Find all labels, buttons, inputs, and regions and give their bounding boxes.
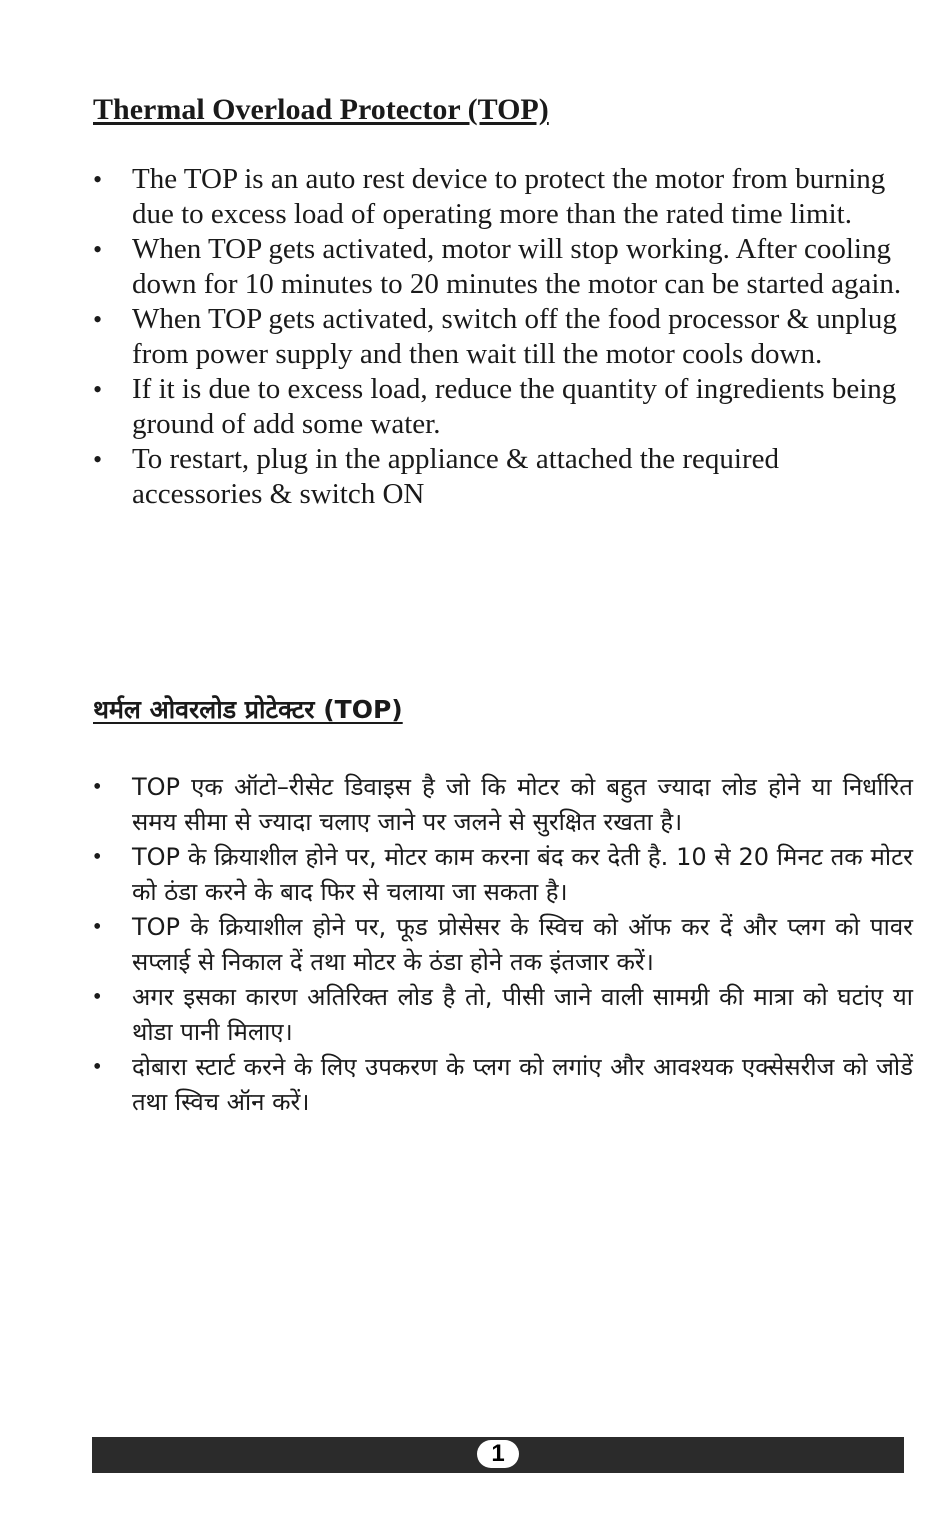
hindi-bullet-item: • TOP एक ऑटो–रीसेट डिवाइस है जो कि मोटर को बहुत ज्यादा लोड होने या निर्धारित समय सीमा से ज्यादा चलाए जाने पर जलने से सुरक्षित रखता है। (93, 770, 913, 840)
footer-bar (92, 1437, 904, 1473)
english-section (93, 92, 913, 512)
english-bullet-list (93, 162, 913, 512)
hindi-heading: थर्मल ओवरलोड प्रोटेक्टर (TOP) (93, 695, 403, 724)
hindi-bullet-list (93, 770, 913, 1120)
hindi-bullet-item: • TOP के क्रियाशील होने पर, फूड प्रोसेसर के स्विच को ऑफ कर दें और प्लग को पावर सप्लाई से निकाल दें तथा मोटर के ठंडा होने तक इंतजार करें। (93, 910, 913, 980)
english-heading: Thermal Overload Protector (TOP) (93, 93, 549, 126)
hindi-bullet-item: • दोबारा स्टार्ट करने के लिए उपकरण के प्लग को लगांए और आवश्यक एक्सेसरीज को जोडें तथा स्विच ऑन करें। (93, 1050, 913, 1120)
english-bullet-item: • If it is due to excess load, reduce the quantity of ingredients being ground of add some water. (93, 372, 913, 442)
hindi-section (93, 692, 913, 1120)
english-bullet-item: • To restart, plug in the appliance & attached the required accessories & switch ON (93, 442, 913, 512)
english-bullet-item: • When TOP gets activated, switch off the food processor & unplug from power supply and then wait till the motor cools down. (93, 302, 913, 372)
page-number-badge: 1 (477, 1440, 519, 1468)
english-bullet-item: • The TOP is an auto rest device to protect the motor from burning due to excess load of operating more than the rated time limit. (93, 162, 913, 232)
hindi-bullet-item: • TOP के क्रियाशील होने पर, मोटर काम करना बंद कर देती है. 10 से 20 मिनट तक मोटर को ठंडा करने के बाद फिर से चलाया जा सकता है। (93, 840, 913, 910)
hindi-bullet-item: • अगर इसका कारण अतिरिक्त लोड है तो, पीसी जाने वाली सामग्री की मात्रा को घटांए या थोडा पानी मिलाए। (93, 980, 913, 1050)
english-bullet-item: • When TOP gets activated, motor will stop working. After cooling down for 10 minutes to 20 minutes the motor can be started again. (93, 232, 913, 302)
